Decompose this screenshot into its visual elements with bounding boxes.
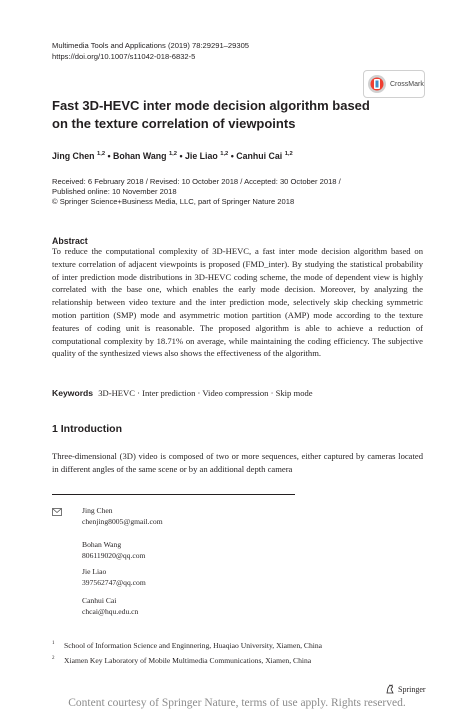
footnote-divider — [52, 494, 295, 495]
crossmark-icon — [367, 74, 387, 94]
keywords-label: Keywords — [52, 388, 94, 398]
affiliation-number: 2 — [52, 656, 55, 661]
contact-email[interactable]: 397562747@qq.com — [82, 578, 146, 587]
author-affiliation-ref: 1,2 — [168, 151, 177, 158]
author-separator: • — [230, 151, 234, 161]
contact-entry — [82, 539, 145, 561]
author-affiliation-ref: 1,2 — [220, 151, 229, 158]
author-list — [52, 151, 293, 161]
paper-title: Fast 3D-HEVC inter mode decision algorithm based on the texture correlation of viewpoints — [52, 98, 370, 131]
author-name[interactable]: Canhui Cai — [236, 151, 283, 161]
copyright-notice: © Springer Science+Business Media, LLC, part of Springer Nature 2018 — [52, 197, 295, 206]
crossmark-badge[interactable] — [363, 70, 425, 98]
journal-citation: Multimedia Tools and Applications (2019) 78:29291–29305 — [52, 41, 250, 50]
affiliation-text: School of Information Science and Enginnering, Huaqiao University, Xiamen, China — [64, 641, 323, 650]
abstract-heading: Abstract — [52, 236, 88, 246]
keywords — [52, 388, 313, 398]
journal-header — [52, 40, 249, 62]
contact-entry — [82, 566, 146, 588]
contact-name: Jing Chen — [82, 506, 113, 515]
contact-name: Canhui Cai — [82, 596, 117, 605]
doi-link[interactable]: https://doi.org/10.1007/s11042-018-6832-5 — [52, 52, 196, 61]
envelope-icon — [52, 508, 62, 516]
author-name[interactable]: Jing Chen — [52, 151, 95, 161]
affiliation-number: 1 — [52, 641, 55, 646]
contact-entry — [82, 505, 163, 527]
publisher-name: Springer — [398, 684, 426, 694]
contact-email[interactable]: chenjing8005@gmail.com — [82, 517, 163, 526]
contact-name: Bohan Wang — [82, 540, 122, 549]
published-date: Published online: 10 November 2018 — [52, 187, 177, 196]
affiliation — [52, 656, 312, 665]
contact-email[interactable]: chcai@hqu.edu.cn — [82, 607, 139, 616]
author-name[interactable]: Bohan Wang — [113, 151, 167, 161]
author-affiliation-ref: 1,2 — [96, 151, 106, 158]
author-separator: • — [107, 151, 111, 161]
received-dates: Received: 6 February 2018 / Revised: 10 October 2018 / Accepted: 30 October 2018 / — [52, 177, 341, 186]
keywords-text: 3D-HEVC · Inter prediction · Video compression · Skip mode — [98, 388, 313, 398]
author-name[interactable]: Jie Liao — [185, 151, 218, 161]
abstract-text: To reduce the computational complexity of 3D-HEVC, a fast inter mode decision algorithm based on texture correlation of adjacent viewpoints is proposed (FMD_inter). By studying the statistical probability of inter prediction mode distributions in 3D-HEVC coding scheme, the mode of dependent view is highly correlated with the base one, which enables the early mode decision. Moreover, by analyzing the relationship between video texture and the inter prediction mode, selectively skip checking symmetric motion partition (SMP) mode and asymmetric motion partition (AMP) mode according to the texture features of coding unit is reasonable. The proposed algorithm is able to achieve a reduction of computational complexity by 18.71% on average, while maintaining the coding efficiency. The subjective quality of the synthesized views also shows the effectiveness of the algorithm. — [52, 246, 423, 359]
section-heading: 1 Introduction — [52, 423, 122, 435]
contact-email[interactable]: 806119020@qq.com — [82, 551, 146, 560]
author-affiliation-ref: 1,2 — [284, 151, 293, 158]
crossmark-label: CrossMark — [390, 80, 424, 88]
affiliation — [52, 641, 323, 650]
publication-dates — [52, 177, 341, 207]
contact-name: Jie Liao — [82, 567, 107, 576]
author-separator: • — [179, 151, 183, 161]
springer-horse-icon — [385, 684, 395, 694]
publisher-logo — [385, 684, 426, 694]
affiliation-text: Xiamen Key Laboratory of Mobile Multimedia Communications, Xiamen, China — [64, 656, 312, 665]
intro-text: Three-dimensional (3D) video is composed of two or more sequences, either captured by cameras located in different angles of the same scene or by an additional depth camera — [52, 451, 423, 474]
courtesy-notice: Content courtesy of Springer Nature, terms of use apply. Rights reserved. — [68, 697, 406, 709]
contact-entry — [82, 595, 138, 617]
